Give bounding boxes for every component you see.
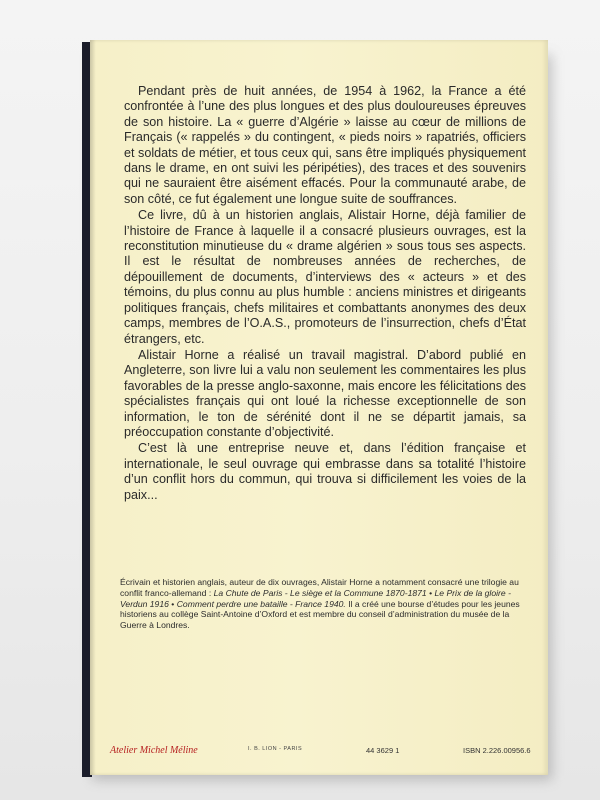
blurb-paragraph-3: Alistair Horne a réalisé un travail magistral. D’abord publié en Angleterre, son livre lui a valu non seulement les commentaires les plus favorables de la presse anglo-saxonne, mais encore les félicitations des spécialistes français qui ont loué la richesse exceptionnelle de son information, le ton de sérénité dont il ne se départit jamais, sa préoccupation constante d’objectivité. [124, 347, 526, 439]
bio-title-2: Le Prix de la gloire - Verdun 1916 [120, 587, 511, 609]
blurb-paragraph-1: Pendant près de huit années, de 1954 à 1962, la France a été confrontée à l’une des plus longues et des plus douloureuses épreuves de son histoire. La « guerre d’Algérie » laisse au cœur de millions de Français (« rappelés » du contingent, « pieds noirs » rapatriés, officiers et soldats de métier, et tous ceux qui, sans être impliqués physiquement dans le drame, en ont suivi les péripéties), des traces et des souvenirs qui ne sauraient être aisément effacés. Pour la communauté arabe, de son côté, ce fut également une longue suite de souffrances. [124, 84, 526, 206]
bio-text-1: Écrivain et historien anglais, auteur de dix ouvrages, Alistair Horne a notamment consacré une trilogie au conflit franco-allemand : [120, 577, 519, 598]
isbn-number: ISBN 2.226.00956.6 [463, 746, 531, 755]
bio-text-2: Il a créé une bourse d’études pour les jeunes historiens au collège Saint-Antoine d’Oxford et est membre du conseil d’administration du musée de la Guerre à Londres. [120, 598, 520, 631]
cover-footer [90, 742, 548, 762]
printer-credit: I. B. LION - PARIS [248, 746, 303, 752]
author-bio [120, 577, 532, 631]
book-back-cover [90, 40, 548, 775]
publisher-logo: Atelier Michel Méline [110, 745, 198, 756]
bio-separator-1: • [426, 587, 435, 598]
bio-separator-2: • [168, 598, 177, 609]
bio-title-1: La Chute de Paris - Le siège et la Commune 1870-1871 [213, 587, 427, 598]
blurb-text [124, 84, 526, 503]
product-code: 44 3629 1 [366, 746, 400, 755]
spine-shade [90, 40, 96, 775]
blurb-paragraph-4: C’est là une entreprise neuve et, dans l’édition française et internationale, le seul ouvrage qui embrasse dans sa totalité l’histoire d’un conflit hors du commun, qui trouva si difficilement les voies de la paix... [124, 441, 526, 502]
blurb-paragraph-2: Ce livre, dû à un historien anglais, Alistair Horne, déjà familier de l’histoire de France à laquelle il a consacré plusieurs ouvrages, est la reconstitution minutieuse du « drame algérien » sous tous ses aspects. Il est le résultat de nombreuses années de recherches, de dépouillement de documents, d’interviews des « acteurs » et des témoins, du plus connu au plus humble : anciens ministres et dirigeants politiques français, chefs militaires et combattants anonymes des deux camps, membres de l’O.A.S., promoteurs de l’insurrection, chefs d’État étrangers, etc. [124, 208, 526, 346]
bio-title-3: Comment perdre une bataille - France 1940. [176, 598, 346, 609]
